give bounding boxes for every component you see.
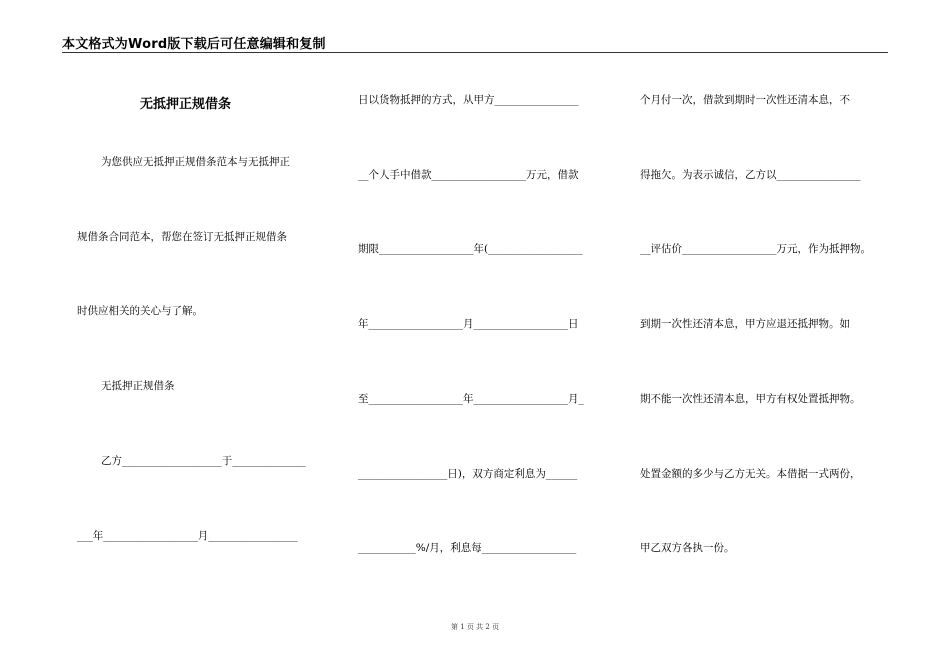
text-line: ___________%/月，利息每__________________: [358, 542, 577, 554]
text-line: 得拖欠。为表示诚信，乙方以________________: [640, 169, 861, 181]
text-line: 时供应相关的关心与了解。: [77, 305, 203, 317]
text-line: 至__________________年__________________月_: [358, 393, 584, 405]
text-line: __评估价__________________万元，作为抵押物。: [640, 243, 871, 255]
text-line: 日以货物抵押的方式，从甲方________________: [358, 94, 579, 106]
text-line: 年__________________月__________________日: [358, 318, 579, 330]
page-number-footer: 第 1 页 共 2 页: [450, 623, 500, 631]
text-line: ___年__________________月_________________: [77, 530, 298, 542]
text-line: 到期一次性还清本息，甲方应退还抵押物。如: [640, 318, 850, 330]
text-line: __个人手中借款__________________万元，借款: [358, 169, 579, 181]
page-header-title: 本文格式为Word版下载后可任意编辑和复制: [62, 37, 326, 52]
text-line: 甲乙双方各执一份。: [640, 542, 735, 554]
text-line: 处置金额的多少与乙方无关。本借据一式两份，: [640, 468, 861, 480]
text-line: 为您供应无抵押正规借条范本与无抵押正: [101, 156, 290, 168]
text-line: 规借条合同范本，帮您在签订无抵押正规借条: [77, 231, 287, 243]
text-line: _________________日)，双方商定利息为______: [358, 468, 578, 480]
text-line: 乙方___________________于______________: [101, 455, 306, 467]
document-title: 无抵押正规借条: [140, 97, 232, 112]
text-line: 无抵押正规借条: [101, 380, 175, 392]
text-line: 期不能一次性还清本息，甲方有权处置抵押物。: [640, 393, 861, 405]
header-divider: [62, 52, 888, 53]
text-line: 期限__________________年(__________________: [358, 243, 583, 255]
text-line: 个月付一次，借款到期时一次性还清本息，不: [640, 94, 850, 106]
